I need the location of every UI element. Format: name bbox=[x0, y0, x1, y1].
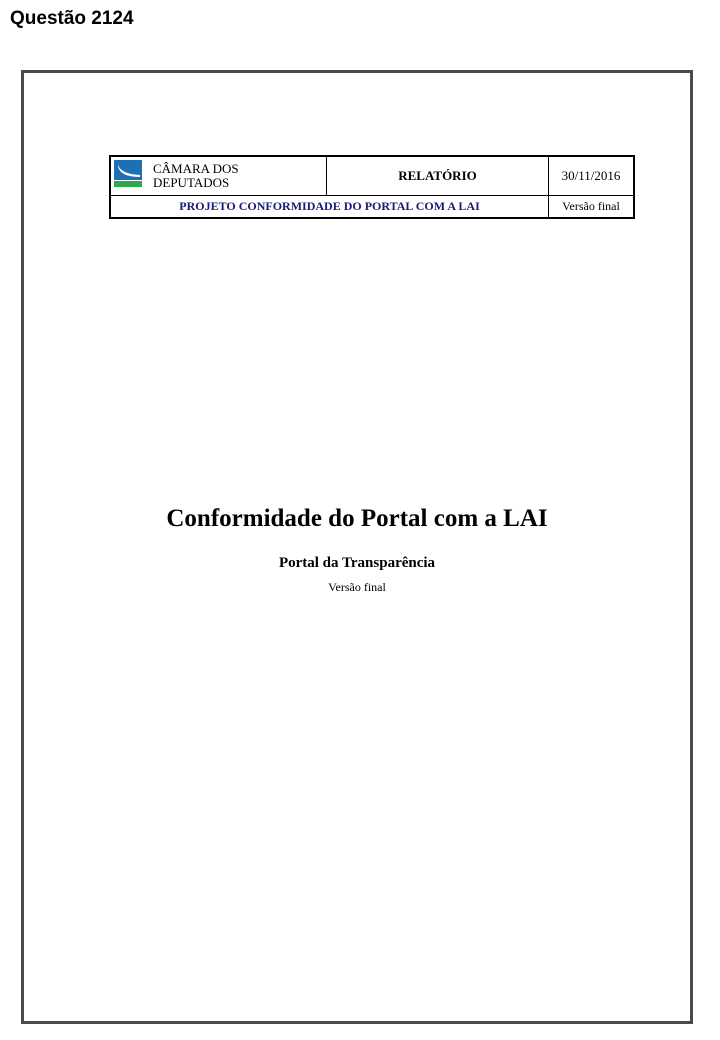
org-name-line1: CÂMARA DOS bbox=[153, 161, 239, 176]
camara-logo-icon bbox=[114, 160, 142, 188]
project-name: PROJETO CONFORMIDADE DO PORTAL COM A LAI bbox=[110, 196, 549, 219]
question-title: Questão 2124 bbox=[10, 8, 134, 29]
org-name-line2: DEPUTADOS bbox=[153, 175, 230, 190]
report-label: RELATÓRIO bbox=[327, 156, 549, 196]
document-subtitle: Portal da Transparência bbox=[278, 555, 436, 571]
org-name bbox=[153, 162, 239, 190]
document-title: Conformidade do Portal com a LAI bbox=[166, 505, 548, 532]
header-version: Versão final bbox=[549, 196, 635, 219]
org-cell bbox=[110, 156, 327, 196]
report-date: 30/11/2016 bbox=[549, 156, 635, 196]
document-version: Versão final bbox=[328, 580, 386, 594]
document-page bbox=[21, 70, 693, 1024]
document-header-table bbox=[109, 155, 635, 219]
